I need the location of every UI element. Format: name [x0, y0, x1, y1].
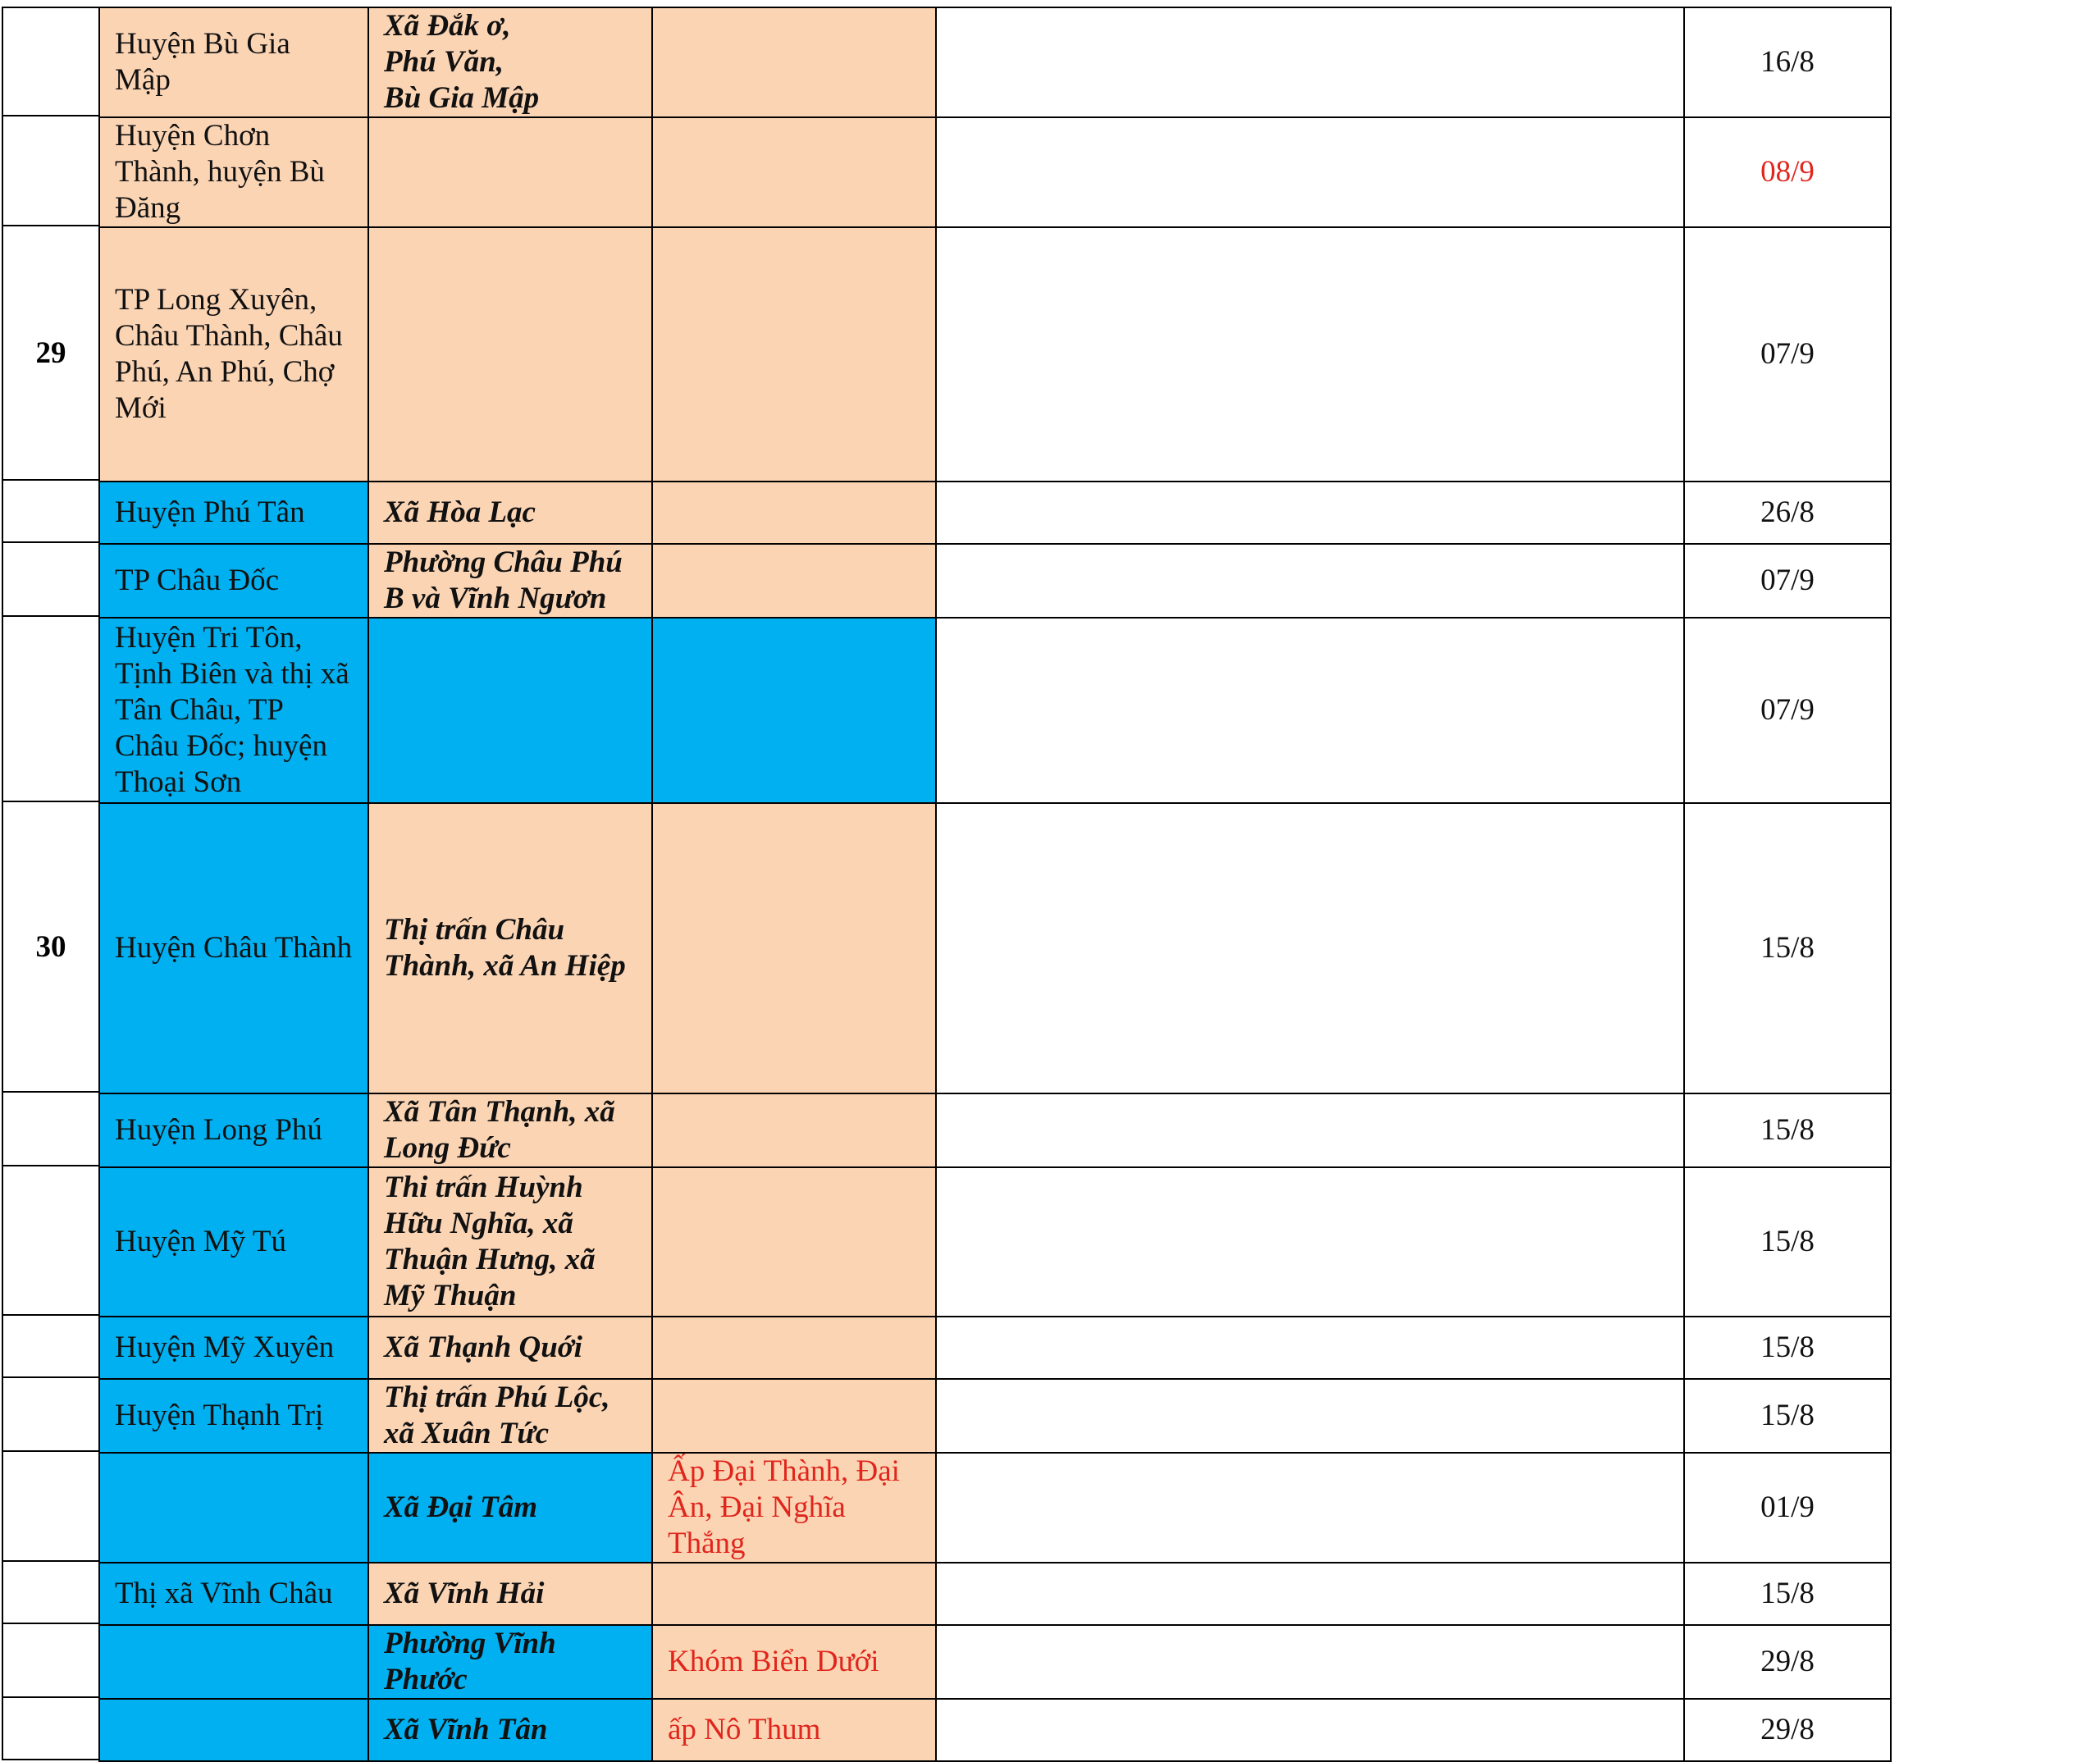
- date-cell: 16/8: [1684, 7, 1891, 117]
- extra-cell: [936, 7, 1684, 117]
- district-cell: [99, 1453, 368, 1563]
- district-cell: Huyện Tri Tôn, Tịnh Biên và thị xã Tân Châu, TP Châu Đốc; huyện Thoại Sơn: [99, 618, 368, 803]
- extra-cell: [936, 1093, 1684, 1167]
- hamlet-cell: [652, 1093, 936, 1167]
- table-row: [99, 117, 2100, 227]
- district-cell: Huyện Phú Tân: [99, 482, 368, 544]
- hamlet-cell: ấp Nô Thum: [652, 1699, 936, 1761]
- table-row: [99, 1563, 2100, 1625]
- table-row: [99, 803, 2100, 1093]
- hamlet-cell: [652, 1167, 936, 1317]
- commune-cell: Xã Vĩnh Tân: [368, 1699, 652, 1761]
- stt-cell: [2, 1624, 98, 1698]
- extra-cell: [936, 1317, 1684, 1379]
- commune-cell: Phường Vĩnh Phước: [368, 1625, 652, 1699]
- date-cell: 29/8: [1684, 1625, 1891, 1699]
- table-row: [99, 482, 2100, 544]
- commune-cell: [368, 117, 652, 227]
- stt-cell: [2, 1452, 98, 1562]
- extra-cell: [936, 544, 1684, 618]
- stt-column: [2, 7, 98, 1760]
- table-row: [99, 1699, 2100, 1761]
- extra-cell: [936, 1167, 1684, 1317]
- commune-cell: [368, 618, 652, 803]
- commune-cell: Xã Thạnh Quới: [368, 1317, 652, 1379]
- date-cell: 07/9: [1684, 227, 1891, 482]
- district-cell: Huyện Thạnh Trị: [99, 1379, 368, 1453]
- table-row: [99, 1453, 2100, 1563]
- date-cell: 15/8: [1684, 1167, 1891, 1317]
- hamlet-cell: [652, 482, 936, 544]
- date-cell: 08/9: [1684, 117, 1891, 227]
- extra-cell: [936, 618, 1684, 803]
- hamlet-cell: [652, 803, 936, 1093]
- date-cell: 29/8: [1684, 1699, 1891, 1761]
- district-cell: Huyện Chơn Thành, huyện Bù Đăng: [99, 117, 368, 227]
- extra-cell: [936, 1453, 1684, 1563]
- commune-cell: Xã Đại Tâm: [368, 1453, 652, 1563]
- hamlet-cell: [652, 618, 936, 803]
- stt-cell: 30: [2, 802, 98, 1093]
- district-cell: Huyện Bù Gia Mập: [99, 7, 368, 117]
- hamlet-cell: Khóm Biển Dưới: [652, 1625, 936, 1699]
- extra-cell: [936, 803, 1684, 1093]
- hamlet-cell: [652, 227, 936, 482]
- extra-cell: [936, 1625, 1684, 1699]
- date-cell: 15/8: [1684, 1379, 1891, 1453]
- hamlet-cell: [652, 117, 936, 227]
- date-cell: 26/8: [1684, 482, 1891, 544]
- district-cell: TP Long Xuyên, Châu Thành, Châu Phú, An Phú, Chợ Mới: [99, 227, 368, 482]
- extra-cell: [936, 1699, 1684, 1761]
- date-cell: 15/8: [1684, 1563, 1891, 1625]
- hamlet-cell: [652, 1563, 936, 1625]
- extra-cell: [936, 227, 1684, 482]
- extra-cell: [936, 1379, 1684, 1453]
- table-row: [99, 227, 2100, 482]
- date-cell: 15/8: [1684, 1093, 1891, 1167]
- table-row: [99, 1167, 2100, 1317]
- district-cell: Huyện Long Phú: [99, 1093, 368, 1167]
- commune-cell: Thị trấn Phú Lộc, xã Xuân Tức: [368, 1379, 652, 1453]
- stt-cell: [2, 1316, 98, 1378]
- commune-cell: [368, 7, 652, 117]
- district-cell: Huyện Châu Thành: [99, 803, 368, 1093]
- date-cell: 07/9: [1684, 544, 1891, 618]
- district-cell: Huyện Mỹ Xuyên: [99, 1317, 368, 1379]
- date-cell: 01/9: [1684, 1453, 1891, 1563]
- stt-cell: [2, 543, 98, 617]
- district-cell: Thị xã Vĩnh Châu: [99, 1563, 368, 1625]
- hamlet-cell: [652, 1317, 936, 1379]
- date-cell: 07/9: [1684, 618, 1891, 803]
- stt-cell: [2, 1166, 98, 1316]
- commune-text: Xã Đắk ơ, Phú Văn, Bù Gia Mập: [384, 9, 540, 115]
- hamlet-cell: [652, 544, 936, 618]
- table-row: [99, 618, 2100, 803]
- table-row: [99, 1317, 2100, 1379]
- stt-cell: [2, 7, 98, 116]
- table-row: [99, 1379, 2100, 1453]
- stt-cell: [2, 116, 98, 226]
- outbreak-schedule-table: [98, 7, 2100, 1762]
- extra-cell: [936, 1563, 1684, 1625]
- district-cell: [99, 1625, 368, 1699]
- district-cell: TP Châu Đốc: [99, 544, 368, 618]
- commune-cell: [368, 227, 652, 482]
- table-row: [99, 1625, 2100, 1699]
- hamlet-cell: [652, 7, 936, 117]
- commune-cell: Xã Tân Thạnh, xã Long Đức: [368, 1093, 652, 1167]
- extra-cell: [936, 482, 1684, 544]
- commune-cell: Phường Châu Phú B và Vĩnh Ngươn: [368, 544, 652, 618]
- commune-cell: Xã Vĩnh Hải: [368, 1563, 652, 1625]
- table-row: [99, 544, 2100, 618]
- hamlet-cell: [652, 1379, 936, 1453]
- stt-cell: [2, 1093, 98, 1166]
- date-cell: 15/8: [1684, 1317, 1891, 1379]
- stt-cell: [2, 1562, 98, 1624]
- hamlet-cell: Ấp Đại Thành, Đại Ân, Đại Nghĩa Thắng: [652, 1453, 936, 1563]
- stt-cell: [2, 481, 98, 543]
- stt-cell: [2, 1698, 98, 1760]
- table-row: [99, 7, 2100, 117]
- district-cell: [99, 1699, 368, 1761]
- commune-cell: Thị trấn Châu Thành, xã An Hiệp: [368, 803, 652, 1093]
- table-row: [99, 1093, 2100, 1167]
- commune-cell: Xã Hòa Lạc: [368, 482, 652, 544]
- stt-cell: 29: [2, 226, 98, 481]
- stt-cell: [2, 617, 98, 802]
- extra-cell: [936, 117, 1684, 227]
- date-cell: 15/8: [1684, 803, 1891, 1093]
- commune-cell: Thi trấn Huỳnh Hữu Nghĩa, xã Thuận Hưng, xã Mỹ Thuận: [368, 1167, 652, 1317]
- district-cell: Huyện Mỹ Tú: [99, 1167, 368, 1317]
- stt-cell: [2, 1378, 98, 1452]
